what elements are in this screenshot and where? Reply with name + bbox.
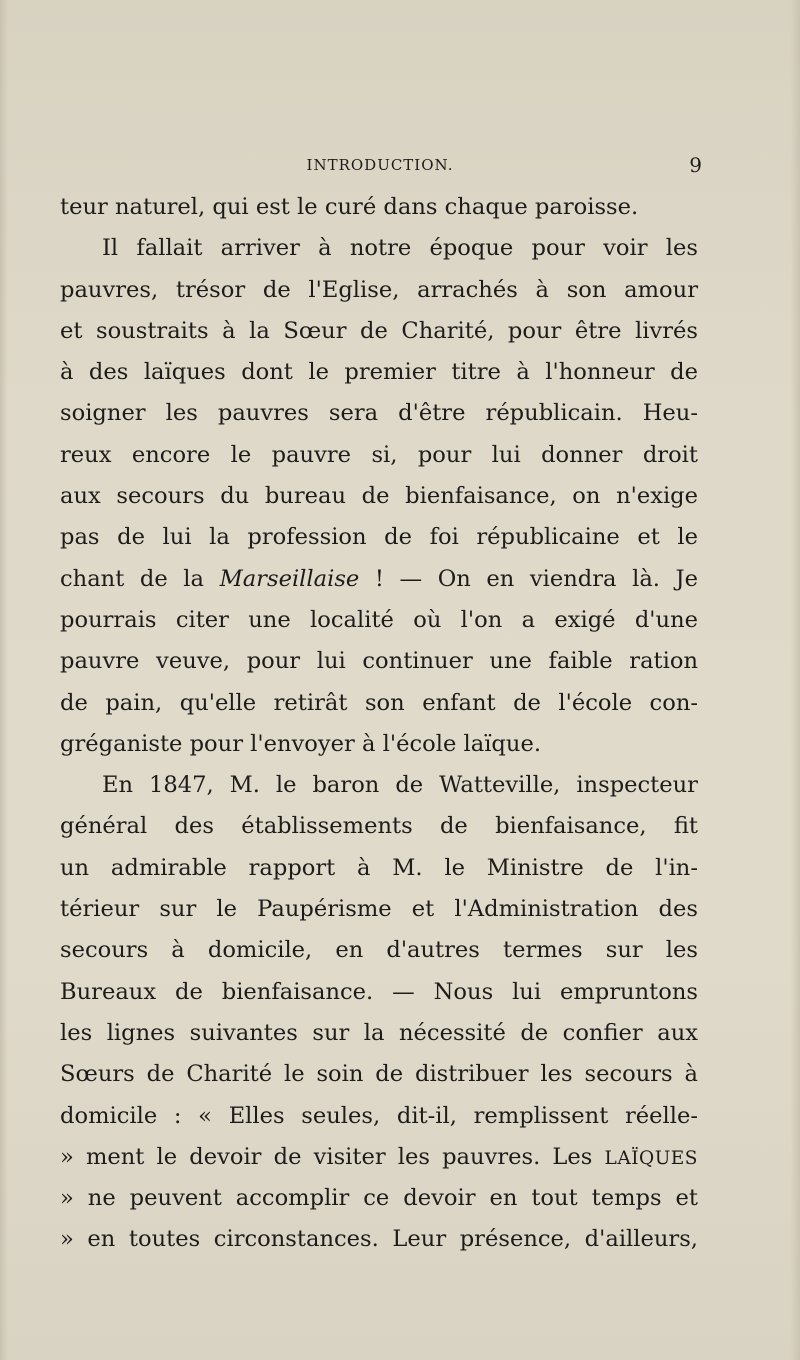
text-line: aux secours du bureau de bienfaisance, on n'exige <box>60 483 698 510</box>
running-head <box>60 153 700 177</box>
text-line: Bureaux de bienfaisance. — Nous lui empruntons <box>60 978 698 1005</box>
page-number: 9 <box>689 153 702 177</box>
running-title: INTRODUCTION. <box>306 156 454 174</box>
text-line: » ment le devoir de visiter les pauvres. Les LAÏQUES <box>60 1143 698 1170</box>
text-line: teur naturel, qui est le curé dans chaque paroisse. <box>60 194 639 220</box>
body-text <box>60 187 698 1261</box>
text-line: et soustraits à la Sœur de Charité, pour être livrés <box>60 317 698 344</box>
text-line: un admirable rapport à M. le Ministre de l'in- <box>60 854 698 881</box>
text-line: à des laïques dont le premier titre à l'honneur de <box>60 359 698 386</box>
text-line: pauvres, trésor de l'Eglise, arrachés à son amour <box>60 276 698 303</box>
text-line: général des établissements de bienfaisance, fit <box>60 813 698 840</box>
text-line: En 1847, M. le baron de Watteville, inspecteur <box>102 772 698 799</box>
text-line: pourrais citer une localité où l'on a exigé d'une <box>60 606 698 633</box>
text-line: reux encore le pauvre si, pour lui donner droit <box>60 441 698 468</box>
text-line: térieur sur le Paupérisme et l'Administration des <box>60 896 698 923</box>
text-line: pauvre veuve, pour lui continuer une faible ration <box>60 648 698 675</box>
text-line: domicile : « Elles seules, dit-il, remplissent réelle- <box>60 1102 698 1129</box>
text-line: gréganiste pour l'envoyer à l'école laïque. <box>60 730 541 757</box>
text-line: les lignes suivantes sur la nécessité de confier aux <box>60 1019 698 1046</box>
text-line: soigner les pauvres sera d'être républicain. Heu- <box>60 400 698 427</box>
text-line: de pain, qu'elle retirât son enfant de l'école con- <box>60 689 698 716</box>
text-line: secours à domicile, en d'autres termes sur les <box>60 937 698 964</box>
text-line: » ne peuvent accomplir ce devoir en tout temps et <box>60 1185 698 1212</box>
text-line: chant de la Marseillaise ! — On en viendra là. Je <box>60 565 698 592</box>
text-line: pas de lui la profession de foi républicaine et le <box>60 524 698 551</box>
text-line: Sœurs de Charité le soin de distribuer les secours à <box>60 1061 698 1088</box>
text-line: Il fallait arriver à notre époque pour voir les <box>102 235 698 262</box>
text-line: » en toutes circonstances. Leur présence, d'ailleurs, <box>60 1226 698 1253</box>
